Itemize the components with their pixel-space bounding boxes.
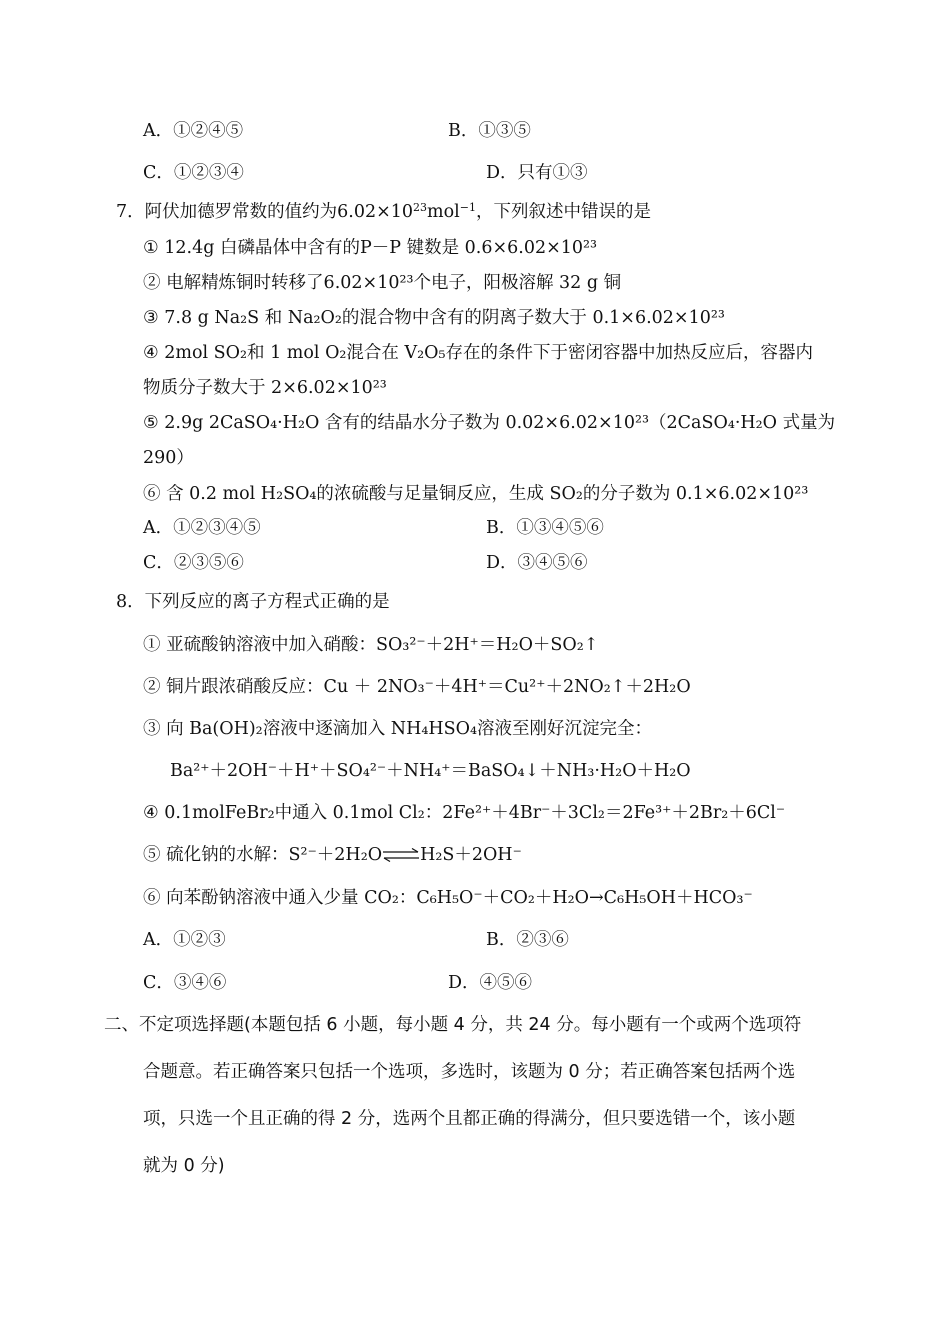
q8-option-b: B．②③⑥: [486, 930, 569, 950]
q8-option-d: D．④⑤⑥: [448, 973, 533, 993]
q7-statement-5-cont: 290）: [143, 448, 194, 468]
section2-line-2: 合题意。若正确答案只包括一个选项，多选时，该题为 0 分；若正确答案包括两个选: [143, 1062, 796, 1082]
q6-option-d: D．只有①③: [486, 163, 588, 183]
q8-option-c: C．③④⑥: [143, 973, 227, 993]
q8-statement-2: ② 铜片跟浓硝酸反应：Cu ＋ 2NO₃⁻＋4H⁺＝Cu²⁺＋2NO₂↑＋2H₂O: [143, 677, 691, 697]
q7-statement-2: ② 电解精炼铜时转移了6.02×10²³个电子，阳极溶解 32 g 铜: [143, 273, 622, 293]
q7-statement-1: ① 12.4g 白磷晶体中含有的P－P 键数是 0.6×6.02×10²³: [143, 238, 598, 258]
section2-heading: 二、不定项选择题(本题包括 6 小题，每小题 4 分，共 24 分。每小题有一个或两个选项符: [104, 1015, 802, 1035]
q7-statement-5: ⑤ 2.9g 2CaSO₄·H₂O 含有的结晶水分子数为 0.02×6.02×10²³（2CaSO₄·H₂O 式量为: [143, 413, 836, 433]
q7-statement-6: ⑥ 含 0.2 mol H₂SO₄的浓硫酸与足量铜反应，生成 SO₂的分子数为 0.1×6.02×10²³: [143, 484, 809, 504]
q8-option-a: A．①②③: [143, 930, 226, 950]
q6-option-b: B．①③⑤: [448, 121, 531, 141]
q6-option-c: C．①②③④: [143, 163, 244, 183]
q7-statement-3: ③ 7.8 g Na₂S 和 Na₂O₂的混合物中含有的阴离子数大于 0.1×6.02×10²³: [143, 308, 725, 328]
q7-statement-4-cont: 物质分子数大于 2×6.02×10²³: [143, 378, 387, 398]
q8-statement-6: ⑥ 向苯酚钠溶液中通入少量 CO₂：C₆H₅O⁻＋CO₂＋H₂O→C₆H₅OH＋HCO₃⁻: [143, 888, 753, 908]
q8-stem: 8．下列反应的离子方程式正确的是: [116, 592, 390, 612]
q7-option-c: C．②③⑤⑥: [143, 553, 244, 573]
q7-option-d: D．③④⑤⑥: [486, 553, 588, 573]
q6-option-a: A．①②④⑤: [143, 121, 244, 141]
q7-option-b: B．①③④⑤⑥: [486, 518, 604, 538]
q7-stem: 7．阿伏加德罗常数的值约为$6.02\times 10^{23}mol^{-1}$，下列叙述中错误的是: [116, 201, 651, 222]
q8-statement-3: ③ 向 Ba(OH)₂溶液中逐滴加入 NH₄HSO₄溶液至刚好沉淀完全：: [143, 719, 652, 739]
section2-line-3: 项，只选一个且正确的得 2 分，选两个且都正确的得满分，但只要选错一个，该小题: [143, 1109, 796, 1129]
q8-statement-4: ④ 0.1molFeBr₂中通入 0.1mol Cl₂：2Fe²⁺＋4Br⁻＋3Cl₂＝2Fe³⁺＋2Br₂＋6Cl⁻: [143, 803, 786, 823]
section2-line-4: 就为 0 分): [143, 1156, 225, 1176]
q7-statement-4: ④ 2mol SO₂和 1 mol O₂混合在 V₂O₅存在的条件下于密闭容器中加热反应后，容器内: [143, 343, 814, 363]
q8-statement-5: ⑤ 硫化钠的水解：S²⁻＋2H₂O H₂S＋2OH⁻: [143, 845, 522, 865]
reversible-arrow-icon: [382, 848, 420, 862]
q8-statement-1: ① 亚硫酸钠溶液中加入硝酸：SO₃²⁻＋2H⁺＝H₂O＋SO₂↑: [143, 635, 599, 655]
q7-option-a: A．①②③④⑤: [143, 518, 261, 538]
q8-statement-3-equation: Ba²⁺＋2OH⁻＋H⁺＋SO₄²⁻＋NH₄⁺＝BaSO₄↓＋NH₃·H₂O＋H₂O: [170, 761, 691, 781]
